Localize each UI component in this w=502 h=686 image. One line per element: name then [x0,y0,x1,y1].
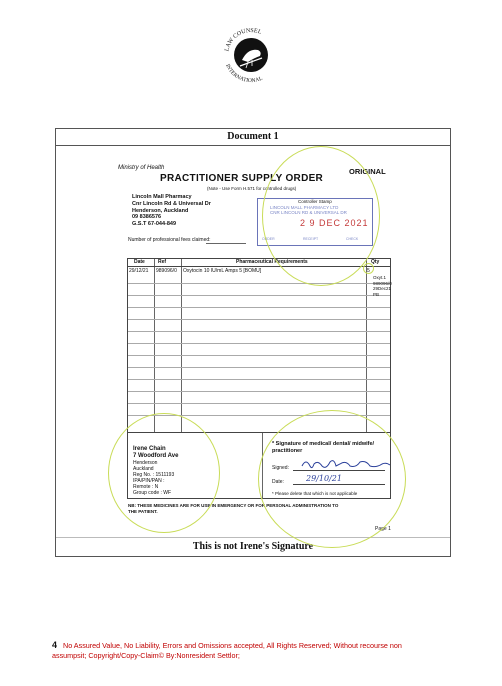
qty-note-line: 29Dec21 [373,286,392,291]
law-counsel-logo [218,22,284,88]
row-ref: 989096/0 [156,268,177,274]
page-number: 4 [52,640,58,650]
sig-label-line2: practitioner [272,448,303,454]
qty-note [373,275,392,297]
pharmacy-phone: 09 8386576 [132,214,162,221]
logo-text-top: LAW COUNSEL [224,27,263,52]
form-note: (Note - Use Form H.571 for controlled drugs) [207,186,297,191]
original-label: ORIGINAL [349,167,386,176]
prof-fees-line [206,243,246,244]
highlight-circle-stamp [262,146,380,286]
header-requirements: Pharmaceutical Requirements [236,259,308,265]
addr-suburb: Henderson [133,460,158,466]
highlight-circle-signature [258,410,406,548]
date-label: Date: [272,479,284,485]
qty-note-line: PB [373,291,380,297]
pharmacy-name: Lincoln Mall Pharmacy [132,194,192,200]
stamp-field-receipt: RECEIPT [303,237,319,241]
requirements-table [127,258,391,433]
addr-city: Auckland [133,466,154,472]
row-item: Oxytocin 10 IU/mL Amps 5 [BOMU] [183,268,262,274]
pharmacy-block [132,194,211,228]
document-caption: This is not Irene's Signature [56,537,450,556]
pharmacy-address2: Henderson, Auckland [132,207,189,214]
qty-note-line: Oxyt.1 [373,275,387,280]
header-qty: Qty [371,259,380,265]
stamp-field-check: CHECK [346,237,359,241]
highlight-circle-address [108,413,220,533]
page-footer [52,641,472,660]
header-ref: Ref [158,259,167,265]
form-title: PRACTITIONER SUPPLY ORDER [160,173,324,184]
handwritten-date: 29/10/21 [306,474,342,483]
qty-note-line: 989096/0 [373,280,392,286]
addr-street: 7 Woodford Ave [133,453,179,459]
stamp-date: 2 9 DEC 2021 [300,218,369,228]
signed-label: Signed: [272,465,289,471]
sig-label-line1: * Signature of medical/ dental/ midwife/ [272,441,375,447]
logo-text-bottom: INTERNATIONAL [224,63,264,85]
stamp-field-order: ORDER [262,237,275,241]
footer-line1: No Assured Value, No Liability, Errors and Omissions accepted, All Rights Reserved; Without recourse non [63,641,402,650]
footnote-line1: NB: THESE MEDICINES ARE FOR USE IN EMERGENCY OR FOR PERSONAL ADMINISTRATION TO [128,503,339,508]
row-qty: 5 [367,268,370,274]
form-page-label: Page 1 [375,526,391,532]
addr-name: Irene Chain [133,446,166,452]
pharmacy-address1: Cnr Lincoln Rd & Universal Dr [132,200,211,207]
addr-ipa: IPA/PIN/PAN : [133,478,165,484]
ministry-label: Ministry of Health [118,165,165,171]
highlight-circle-qty [363,263,374,274]
pharmacy-gst: G.S.T 67-044-849 [132,221,177,228]
header-date: Date [134,259,145,265]
row-date: 29/12/21 [129,268,149,274]
document-title: Document 1 [56,129,450,146]
addr-remote: Remote : N [133,484,159,490]
signature-note: * Please delete that which is not applicable [272,491,358,496]
prof-fees-label: Number of professional fees claimed: [128,237,211,243]
stamp-pharmacy-name: LINCOLN MALL PHARMACY LTD [270,205,339,210]
footnote-line2: THE PATIENT. [128,509,158,514]
footer-line2: assumpsit; Copyright/Copy-Claim© By:Nonresident Settlor; [52,650,240,660]
stamp-address: CNR LINCOLN RD & UNIVERSAL DR [270,210,347,215]
stamp-title: Controller Stamp [298,199,332,204]
addr-reg: Reg No. : 1511193 [133,472,175,478]
addr-group: Group code : WF [133,490,172,496]
